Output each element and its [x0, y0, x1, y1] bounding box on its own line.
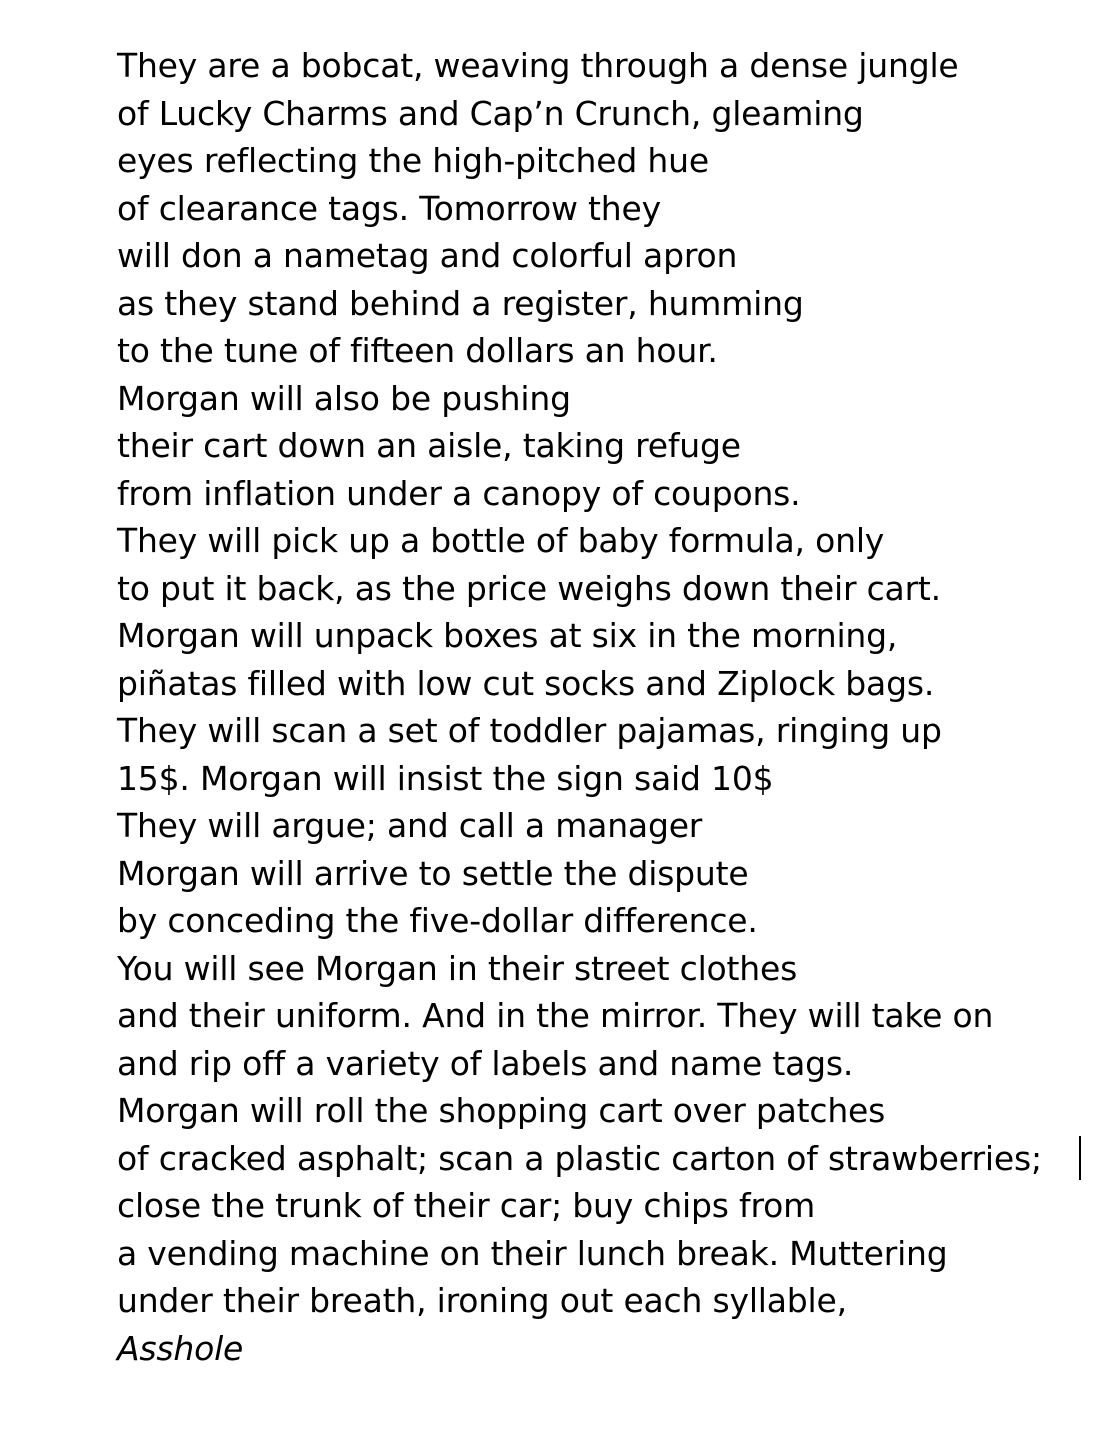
poem-last-line: Asshole: [117, 1328, 244, 1368]
poem-line: from inflation under a canopy of coupons.: [117, 473, 801, 513]
poem-line: Morgan will also be pushing: [117, 378, 571, 418]
poem-line: under their breath, ironing out each syllable,: [117, 1281, 847, 1320]
poem-body: [117, 42, 1097, 1372]
poem-line: They will pick up a bottle of baby formula, only: [117, 521, 885, 560]
poem-line: a vending machine on their lunch break. Muttering: [117, 1233, 948, 1273]
poem-line: piñatas filled with low cut socks and Ziplock bags.: [117, 663, 935, 703]
text-cursor: [1079, 1136, 1081, 1180]
poem-line: and their uniform. And in the mirror. They will take on: [117, 996, 994, 1035]
poem-line: to the tune of fifteen dollars an hour.: [117, 331, 718, 370]
poem-line: of clearance tags. Tomorrow they: [117, 188, 661, 228]
poem-line: Morgan will arrive to settle the dispute: [117, 853, 749, 893]
poem-line: Morgan will roll the shopping cart over patches: [117, 1091, 886, 1130]
poem-line: by conceding the five-dollar difference.: [117, 901, 758, 940]
poem-line: They are a bobcat, weaving through a dense jungle: [117, 46, 959, 85]
poem-line: will don a nametag and colorful apron: [117, 236, 738, 275]
poem-line: to put it back, as the price weighs down their cart.: [117, 568, 941, 608]
poem-line: eyes reflecting the high-pitched hue: [117, 141, 709, 180]
poem-line: of Lucky Charms and Cap’n Crunch, gleaming: [117, 93, 864, 133]
poem-line: They will scan a set of toddler pajamas, ringing up: [117, 711, 942, 750]
poem-line: They will argue; and call a manager: [117, 806, 703, 845]
poem-line: Morgan will unpack boxes at six in the morning,: [117, 616, 898, 655]
poem-line: their cart down an aisle, taking refuge: [117, 426, 741, 465]
poem-line: as they stand behind a register, humming: [117, 283, 804, 323]
poem-line: of cracked asphalt; scan a plastic carton of strawberries;: [117, 1138, 1042, 1178]
poem-line: 15$. Morgan will insist the sign said 10$: [117, 758, 774, 798]
poem-line: and rip off a variety of labels and name tags.: [117, 1043, 854, 1083]
poem-line: You will see Morgan in their street clothes: [117, 948, 798, 988]
poem-line: close the trunk of their car; buy chips from: [117, 1186, 816, 1225]
